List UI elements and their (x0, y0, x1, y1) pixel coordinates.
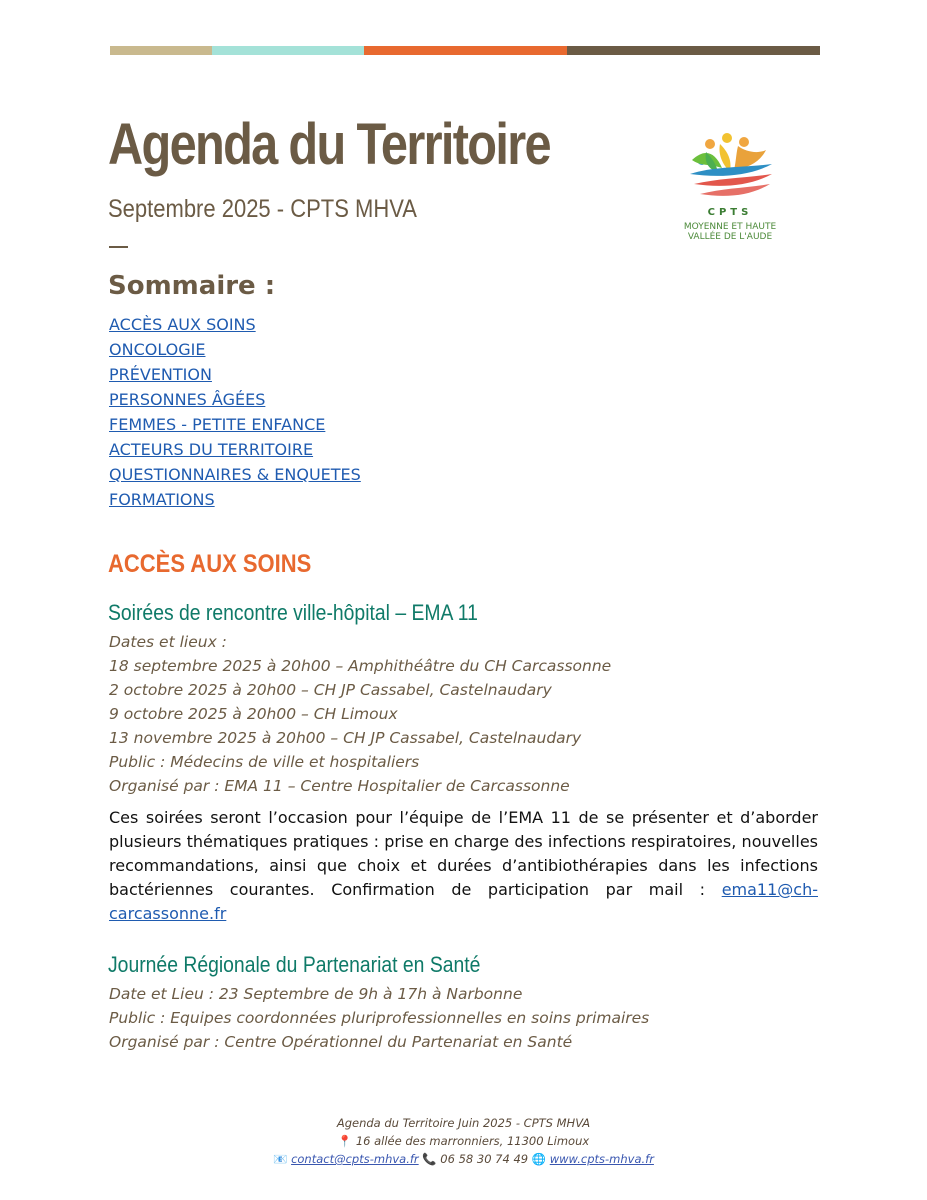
toc-link-femmes-petite-enfance[interactable]: FEMMES - PETITE ENFANCE (109, 415, 326, 434)
event-detail-line: 2 octobre 2025 à 20h00 – CH JP Cassabel, Castelnaudary (109, 681, 552, 699)
footer-website-link[interactable]: www.cpts-mhva.fr (549, 1152, 654, 1166)
toc-link-prevention[interactable]: PRÉVENTION (109, 365, 212, 384)
event-title: Journée Régionale du Partenariat en Santé (108, 952, 481, 977)
event-detail-line: Dates et lieux : (109, 633, 227, 651)
color-bar-segment (110, 46, 212, 55)
sommaire-heading: Sommaire : (108, 271, 276, 301)
logo-line: VALLÉE DE L'AUDE (687, 232, 773, 242)
toc-link-oncologie[interactable]: ONCOLOGIE (109, 340, 206, 359)
page-subtitle: Septembre 2025 - CPTS MHVA (108, 195, 417, 223)
event-description-text: Ces soirées seront l’occasion pour l’équipe de l’EMA 11 de se présenter et d’aborder plusieurs thématiques pratiques : prise en charge des infections respiratoires, nouvelles recommandations, ainsi que choix et durées d’antibiothérapies dans les infections bactériennes courantes. Confirmation de participation par mail : (109, 808, 818, 899)
event-details (109, 630, 611, 798)
title-divider (109, 246, 128, 248)
event-detail-line: 18 septembre 2025 à 20h00 – Amphithéâtre du CH Carcassonne (109, 657, 612, 675)
toc-link-formations[interactable]: FORMATIONS (109, 490, 215, 509)
event-detail-line: Public : Médecins de ville et hospitaliers (109, 753, 420, 771)
event-title: Soirées de rencontre ville-hôpital – EMA 11 (108, 600, 478, 625)
event-detail-line: Date et Lieu : 23 Septembre de 9h à 17h à Narbonne (109, 985, 523, 1003)
cpts-logo-icon (680, 130, 780, 208)
phone-icon: 📞 (422, 1152, 437, 1166)
mail-icon: 📧 (273, 1152, 288, 1166)
section-heading-acces-aux-soins: ACCÈS AUX SOINS (108, 550, 312, 578)
toc-link-acces-aux-soins[interactable]: ACCÈS AUX SOINS (109, 315, 256, 334)
footer-phone: 06 58 30 74 49 (440, 1152, 529, 1166)
toc-link-acteurs-du-territoire[interactable]: ACTEURS DU TERRITOIRE (109, 440, 314, 459)
pin-icon: 📍 (337, 1134, 353, 1148)
page-title: Agenda du Territoire (108, 112, 550, 177)
event-detail-line: Public : Equipes coordonnées pluriprofessionnelles en soins primaires (109, 1009, 650, 1027)
footer-title: Agenda du Territoire Juin 2025 - CPTS MHVA (336, 1116, 591, 1130)
page-footer (0, 1114, 927, 1168)
logo-line: MOYENNE ET HAUTE (683, 222, 777, 232)
event-detail-line: Organisé par : EMA 11 – Centre Hospitalier de Carcassonne (109, 777, 570, 795)
color-bar-segment (567, 46, 820, 55)
footer-email-link[interactable]: contact@cpts-mhva.fr (291, 1152, 419, 1166)
toc-link-questionnaires-enquetes[interactable]: QUESTIONNAIRES & ENQUETES (109, 465, 361, 484)
footer-address-line (0, 1132, 927, 1150)
event-description (109, 806, 818, 926)
color-bar-segment (364, 46, 567, 55)
email-link[interactable]: ema11@ch-carcassonne.fr (109, 880, 818, 923)
event-details (109, 982, 649, 1054)
color-bar-segment (212, 46, 364, 55)
globe-icon: 🌐 (531, 1152, 547, 1166)
footer-address: 16 allée des marronniers, 11300 Limoux (355, 1134, 590, 1148)
toc-link-personnes-agees[interactable]: PERSONNES ÂGÉES (109, 390, 266, 409)
logo-cpts-text: CPTS (707, 207, 753, 218)
event-detail-line: Organisé par : Centre Opérationnel du Partenariat en Santé (109, 1033, 573, 1051)
cpts-logo (670, 130, 790, 248)
event-detail-line: 9 octobre 2025 à 20h00 – CH Limoux (109, 705, 398, 723)
header-color-bar (110, 46, 820, 55)
table-of-contents (109, 312, 361, 512)
footer-contact-line (0, 1150, 927, 1168)
event-detail-line: 13 novembre 2025 à 20h00 – CH JP Cassabel, Castelnaudary (109, 729, 582, 747)
